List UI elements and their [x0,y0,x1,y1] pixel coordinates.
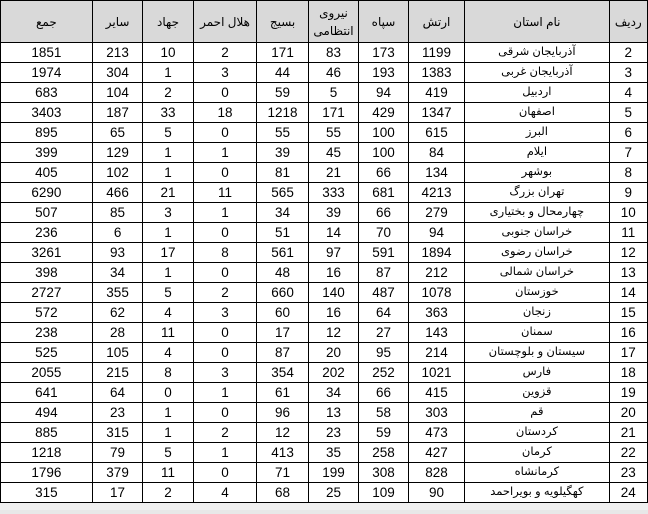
cell-jahad[interactable]: 1 [143,403,193,423]
cell-police[interactable]: 21 [308,163,358,183]
cell-basij[interactable]: 561 [257,243,308,263]
table-row [1,263,648,283]
cell-basij[interactable]: 81 [257,163,308,183]
cell-other[interactable]: 93 [92,243,142,263]
cell-jahad[interactable]: 10 [143,43,193,63]
cell-total[interactable]: 885 [1,423,93,443]
cell-other[interactable]: 34 [92,263,142,283]
cell-artesh[interactable]: 90 [408,483,465,503]
cell-sepah[interactable]: 59 [359,423,408,443]
header-province[interactable]: نام استان [465,1,609,43]
cell-row-number[interactable]: 18 [609,363,647,383]
cell-artesh[interactable]: 615 [408,123,465,143]
cell-other[interactable]: 17 [92,483,142,503]
cell-sepah[interactable]: 487 [359,283,408,303]
cell-artesh[interactable]: 1078 [408,283,465,303]
cell-police[interactable]: 13 [308,403,358,423]
cell-police[interactable]: 202 [308,363,358,383]
cell-total[interactable]: 1796 [1,463,93,483]
cell-basij[interactable]: 71 [257,463,308,483]
cell-other[interactable]: 64 [92,383,142,403]
cell-artesh[interactable]: 212 [408,263,465,283]
cell-other[interactable]: 187 [92,103,142,123]
cell-basij[interactable]: 61 [257,383,308,403]
table-row [1,203,648,223]
table-row [1,283,648,303]
cell-jahad[interactable]: 11 [143,463,193,483]
cell-artesh[interactable]: 143 [408,323,465,343]
cell-police[interactable]: 23 [308,423,358,443]
cell-total[interactable]: 2055 [1,363,93,383]
table-body [1,43,648,503]
cell-province[interactable]: کردستان [465,423,609,443]
cell-police[interactable]: 46 [308,63,358,83]
cell-province[interactable]: کرمان [465,443,609,463]
cell-row-number[interactable]: 24 [609,483,647,503]
bottom-edge [0,510,648,514]
cell-basij[interactable]: 87 [257,343,308,363]
cell-police[interactable]: 14 [308,223,358,243]
cell-sepah[interactable]: 66 [359,203,408,223]
cell-total[interactable]: 1974 [1,63,93,83]
cell-basij[interactable]: 68 [257,483,308,503]
cell-police[interactable]: 140 [308,283,358,303]
cell-other[interactable]: 315 [92,423,142,443]
cell-province[interactable]: زنجان [465,303,609,323]
table-row [1,103,648,123]
cell-row-number[interactable]: 16 [609,323,647,343]
cell-police[interactable]: 55 [308,123,358,143]
cell-total[interactable]: 572 [1,303,93,323]
cell-sepah[interactable]: 100 [359,123,408,143]
cell-police[interactable]: 333 [308,183,358,203]
table-row [1,383,648,403]
cell-artesh[interactable]: 473 [408,423,465,443]
cell-helal-ahmar[interactable]: 1 [193,143,257,163]
cell-province[interactable]: ایلام [465,143,609,163]
table-row [1,363,648,383]
cell-police[interactable]: 12 [308,323,358,343]
cell-artesh[interactable]: 427 [408,443,465,463]
cell-sepah[interactable]: 252 [359,363,408,383]
cell-police[interactable]: 39 [308,203,358,223]
cell-other[interactable]: 355 [92,283,142,303]
cell-other[interactable]: 62 [92,303,142,323]
table-row [1,483,648,503]
cell-artesh[interactable]: 1021 [408,363,465,383]
cell-row-number[interactable]: 22 [609,443,647,463]
cell-sepah[interactable]: 429 [359,103,408,123]
cell-total[interactable]: 683 [1,83,93,103]
cell-row-number[interactable]: 15 [609,303,647,323]
table-row [1,343,648,363]
cell-row-number[interactable]: 6 [609,123,647,143]
table-row [1,303,648,323]
table-row [1,43,648,63]
cell-row-number[interactable]: 2 [609,43,647,63]
cell-helal-ahmar[interactable]: 0 [193,343,257,363]
cell-jahad[interactable]: 17 [143,243,193,263]
cell-police[interactable]: 25 [308,483,358,503]
cell-police[interactable]: 199 [308,463,358,483]
cell-total[interactable]: 399 [1,143,93,163]
cell-sepah[interactable]: 258 [359,443,408,463]
header-basij[interactable]: بسیج [257,1,308,43]
cell-sepah[interactable]: 173 [359,43,408,63]
cell-sepah[interactable]: 681 [359,183,408,203]
table-row [1,443,648,463]
table-row [1,163,648,183]
cell-helal-ahmar[interactable]: 3 [193,303,257,323]
cell-row-number[interactable]: 10 [609,203,647,223]
cell-jahad[interactable]: 5 [143,123,193,143]
cell-province[interactable]: خوزستان [465,283,609,303]
cell-jahad[interactable]: 1 [143,63,193,83]
cell-police[interactable]: 83 [308,43,358,63]
cell-basij[interactable]: 565 [257,183,308,203]
cell-helal-ahmar[interactable]: 0 [193,403,257,423]
cell-province[interactable]: چهارمحال و بختیاری [465,203,609,223]
cell-basij[interactable]: 413 [257,443,308,463]
cell-other[interactable]: 104 [92,83,142,103]
cell-helal-ahmar[interactable]: 3 [193,63,257,83]
cell-sepah[interactable]: 591 [359,243,408,263]
header-police[interactable]: نیروی انتظامی [308,1,358,43]
cell-total[interactable]: 1851 [1,43,93,63]
cell-basij[interactable]: 59 [257,83,308,103]
cell-artesh[interactable]: 279 [408,203,465,223]
cell-total[interactable]: 405 [1,163,93,183]
cell-row-number[interactable]: 8 [609,163,647,183]
cell-jahad[interactable]: 3 [143,203,193,223]
cell-sepah[interactable]: 193 [359,63,408,83]
cell-province[interactable]: خراسان شمالی [465,263,609,283]
cell-province[interactable]: قم [465,403,609,423]
cell-sepah[interactable]: 87 [359,263,408,283]
cell-sepah[interactable]: 27 [359,323,408,343]
cell-artesh[interactable]: 1383 [408,63,465,83]
cell-police[interactable]: 16 [308,303,358,323]
cell-other[interactable]: 129 [92,143,142,163]
cell-total[interactable]: 494 [1,403,93,423]
cell-total[interactable]: 398 [1,263,93,283]
cell-basij[interactable]: 51 [257,223,308,243]
cell-row-number[interactable]: 23 [609,463,647,483]
cell-row-number[interactable]: 5 [609,103,647,123]
cell-helal-ahmar[interactable]: 4 [193,483,257,503]
cell-helal-ahmar[interactable]: 18 [193,103,257,123]
cell-helal-ahmar[interactable]: 2 [193,283,257,303]
cell-artesh[interactable]: 363 [408,303,465,323]
cell-helal-ahmar[interactable]: 1 [193,203,257,223]
table-row [1,143,648,163]
cell-province[interactable]: قزوین [465,383,609,403]
table-row [1,123,648,143]
cell-basij[interactable]: 34 [257,203,308,223]
cell-other[interactable]: 215 [92,363,142,383]
cell-total[interactable]: 507 [1,203,93,223]
cell-police[interactable]: 35 [308,443,358,463]
cell-jahad[interactable]: 1 [143,263,193,283]
cell-helal-ahmar[interactable]: 2 [193,43,257,63]
cell-police[interactable]: 20 [308,343,358,363]
cell-total[interactable]: 315 [1,483,93,503]
cell-helal-ahmar[interactable]: 1 [193,443,257,463]
cell-police[interactable]: 16 [308,263,358,283]
cell-basij[interactable]: 354 [257,363,308,383]
cell-artesh[interactable]: 1894 [408,243,465,263]
cell-basij[interactable]: 96 [257,403,308,423]
cell-sepah[interactable]: 95 [359,343,408,363]
cell-basij[interactable]: 55 [257,123,308,143]
cell-helal-ahmar[interactable]: 0 [193,123,257,143]
header-other[interactable]: سایر [92,1,142,43]
cell-jahad[interactable]: 0 [143,383,193,403]
table-row [1,423,648,443]
cell-basij[interactable]: 660 [257,283,308,303]
header-artesh[interactable]: ارتش [408,1,465,43]
cell-row-number[interactable]: 21 [609,423,647,443]
cell-helal-ahmar[interactable]: 0 [193,323,257,343]
cell-other[interactable]: 304 [92,63,142,83]
table-row [1,463,648,483]
header-row-number[interactable]: ردیف [609,1,647,43]
cell-jahad[interactable]: 4 [143,303,193,323]
cell-jahad[interactable]: 2 [143,83,193,103]
cell-other[interactable]: 6 [92,223,142,243]
cell-jahad[interactable]: 1 [143,423,193,443]
cell-helal-ahmar[interactable]: 0 [193,263,257,283]
header-total[interactable]: جمع [1,1,93,43]
cell-helal-ahmar[interactable]: 0 [193,163,257,183]
cell-other[interactable]: 65 [92,123,142,143]
cell-helal-ahmar[interactable]: 2 [193,423,257,443]
cell-total[interactable]: 1218 [1,443,93,463]
cell-artesh[interactable]: 303 [408,403,465,423]
cell-row-number[interactable]: 13 [609,263,647,283]
cell-artesh[interactable]: 214 [408,343,465,363]
cell-province[interactable]: فارس [465,363,609,383]
cell-basij[interactable]: 60 [257,303,308,323]
cell-province[interactable]: خراسان رضوی [465,243,609,263]
cell-sepah[interactable]: 66 [359,163,408,183]
cell-other[interactable]: 102 [92,163,142,183]
cell-other[interactable]: 105 [92,343,142,363]
cell-province[interactable]: تهران بزرگ [465,183,609,203]
cell-basij[interactable]: 1218 [257,103,308,123]
cell-basij[interactable]: 39 [257,143,308,163]
cell-total[interactable]: 895 [1,123,93,143]
cell-row-number[interactable]: 14 [609,283,647,303]
cell-sepah[interactable]: 66 [359,383,408,403]
cell-sepah[interactable]: 109 [359,483,408,503]
cell-sepah[interactable]: 308 [359,463,408,483]
cell-jahad[interactable]: 1 [143,143,193,163]
cell-sepah[interactable]: 100 [359,143,408,163]
cell-jahad[interactable]: 1 [143,163,193,183]
header-helal-ahmar[interactable]: هلال احمر [193,1,257,43]
cell-province[interactable]: خراسان جنوبی [465,223,609,243]
cell-sepah[interactable]: 94 [359,83,408,103]
cell-sepah[interactable]: 70 [359,223,408,243]
cell-jahad[interactable]: 5 [143,443,193,463]
cell-other[interactable]: 23 [92,403,142,423]
header-jahad[interactable]: جهاد [143,1,193,43]
cell-sepah[interactable]: 64 [359,303,408,323]
cell-other[interactable]: 379 [92,463,142,483]
cell-row-number[interactable]: 20 [609,403,647,423]
cell-row-number[interactable]: 9 [609,183,647,203]
header-sepah[interactable]: سپاه [359,1,408,43]
cell-police[interactable]: 34 [308,383,358,403]
cell-basij[interactable]: 44 [257,63,308,83]
cell-total[interactable]: 236 [1,223,93,243]
cell-total[interactable]: 525 [1,343,93,363]
cell-row-number[interactable]: 11 [609,223,647,243]
table-row [1,83,648,103]
cell-artesh[interactable]: 828 [408,463,465,483]
table-row [1,223,648,243]
cell-other[interactable]: 28 [92,323,142,343]
table-row [1,323,648,343]
cell-sepah[interactable]: 58 [359,403,408,423]
cell-other[interactable]: 213 [92,43,142,63]
cell-jahad[interactable]: 2 [143,483,193,503]
cell-province[interactable]: کهگیلویه و بویراحمد [465,483,609,503]
cell-row-number[interactable]: 7 [609,143,647,163]
cell-province[interactable]: سیستان و بلوچستان [465,343,609,363]
cell-jahad[interactable]: 33 [143,103,193,123]
cell-province[interactable]: بوشهر [465,163,609,183]
cell-artesh[interactable]: 84 [408,143,465,163]
cell-row-number[interactable]: 12 [609,243,647,263]
cell-total[interactable]: 3261 [1,243,93,263]
cell-artesh[interactable]: 415 [408,383,465,403]
cell-artesh[interactable]: 1199 [408,43,465,63]
cell-other[interactable]: 466 [92,183,142,203]
cell-province[interactable]: اصفهان [465,103,609,123]
cell-basij[interactable]: 48 [257,263,308,283]
cell-row-number[interactable]: 17 [609,343,647,363]
cell-helal-ahmar[interactable]: 0 [193,463,257,483]
cell-jahad[interactable]: 4 [143,343,193,363]
cell-total[interactable]: 641 [1,383,93,403]
table-row [1,183,648,203]
cell-other[interactable]: 85 [92,203,142,223]
cell-helal-ahmar[interactable]: 11 [193,183,257,203]
cell-province[interactable]: البرز [465,123,609,143]
cell-artesh[interactable]: 4213 [408,183,465,203]
cell-total[interactable]: 6290 [1,183,93,203]
cell-police[interactable]: 45 [308,143,358,163]
cell-other[interactable]: 79 [92,443,142,463]
cell-jahad[interactable]: 5 [143,283,193,303]
cell-jahad[interactable]: 8 [143,363,193,383]
cell-helal-ahmar[interactable]: 8 [193,243,257,263]
cell-artesh[interactable]: 1347 [408,103,465,123]
cell-artesh[interactable]: 134 [408,163,465,183]
cell-total[interactable]: 3403 [1,103,93,123]
cell-province[interactable]: آذربایجان شرقی [465,43,609,63]
cell-jahad[interactable]: 21 [143,183,193,203]
cell-row-number[interactable]: 3 [609,63,647,83]
table-row [1,243,648,263]
cell-police[interactable]: 5 [308,83,358,103]
cell-total[interactable]: 238 [1,323,93,343]
cell-helal-ahmar[interactable]: 3 [193,363,257,383]
cell-row-number[interactable]: 19 [609,383,647,403]
cell-helal-ahmar[interactable]: 0 [193,83,257,103]
table-row [1,63,648,83]
cell-artesh[interactable]: 419 [408,83,465,103]
cell-basij[interactable]: 171 [257,43,308,63]
cell-artesh[interactable]: 94 [408,223,465,243]
cell-province[interactable]: اردبیل [465,83,609,103]
cell-jahad[interactable]: 11 [143,323,193,343]
header-row [1,1,648,43]
cell-total[interactable]: 2727 [1,283,93,303]
cell-basij[interactable]: 12 [257,423,308,443]
table-row [1,403,648,423]
cell-police[interactable]: 171 [308,103,358,123]
cell-helal-ahmar[interactable]: 0 [193,223,257,243]
cell-police[interactable]: 97 [308,243,358,263]
cell-province[interactable]: کرمانشاه [465,463,609,483]
cell-jahad[interactable]: 1 [143,223,193,243]
cell-province[interactable]: آذربایجان غربی [465,63,609,83]
cell-basij[interactable]: 17 [257,323,308,343]
cell-row-number[interactable]: 4 [609,83,647,103]
cell-province[interactable]: سمنان [465,323,609,343]
cell-helal-ahmar[interactable]: 1 [193,383,257,403]
